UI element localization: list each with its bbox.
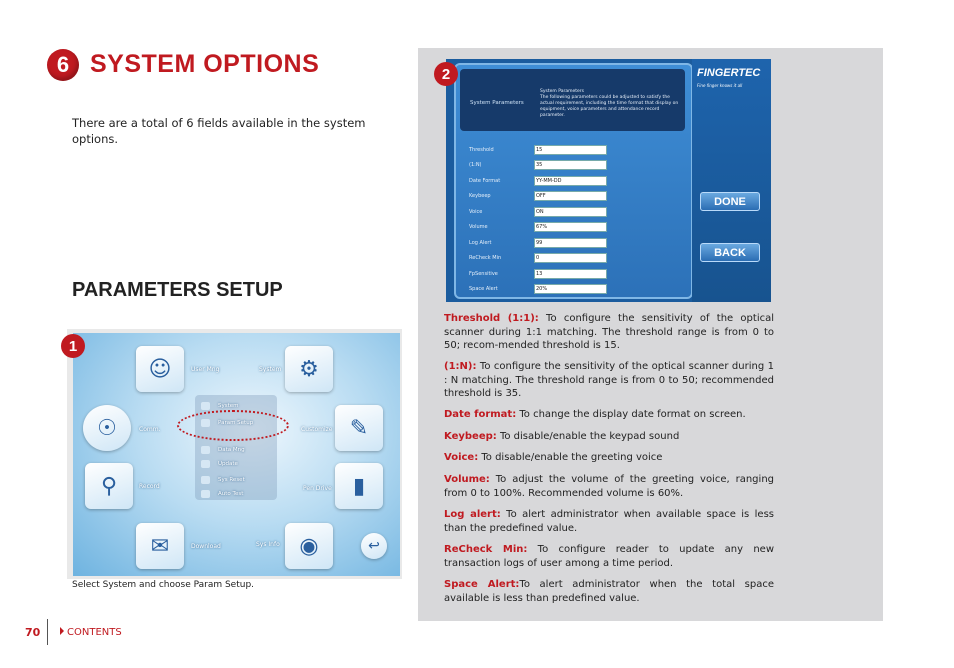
param-label: Log Alert <box>469 240 492 246</box>
submenu-item: Data Mng <box>218 447 245 453</box>
main-menu-screenshot <box>73 333 400 576</box>
icon-label: User Mng <box>191 366 220 373</box>
brand-logo: FINGERTEC <box>697 67 761 79</box>
desc-text: To configure reader to update any new transaction logs of user among a time period. <box>444 544 774 569</box>
desc-volume <box>444 473 774 500</box>
desc-term: (1:N): <box>444 361 477 372</box>
param-field[interactable]: 99 <box>534 238 607 248</box>
desc-text: To disable/enable the greeting voice <box>478 452 663 463</box>
page-number: 70 <box>25 626 41 639</box>
param-field[interactable]: 13 <box>534 269 607 279</box>
system-parameters-screenshot <box>446 59 771 302</box>
desc-term: Date format: <box>444 409 517 420</box>
parameters-setup-heading: PARAMETERS SETUP <box>72 279 283 301</box>
figure1-caption: Select System and choose Param Setup. <box>72 580 255 590</box>
desc-text: To adjust the volume of the greeting voice, ranging from 0 to 100%. Recommended volume is 60%. <box>444 474 774 499</box>
desc-term: Space Alert: <box>444 579 520 590</box>
desc-text: To change the display date format on screen. <box>516 409 746 420</box>
icon-label: Comm. <box>139 426 161 433</box>
side-bar <box>692 59 771 302</box>
submenu-icon <box>201 490 210 498</box>
submenu-icon <box>201 476 210 484</box>
desc-log-alert <box>444 508 774 535</box>
desc-term: ReCheck Min: <box>444 544 528 555</box>
param-label: Date Format <box>469 178 501 184</box>
done-button[interactable]: DONE <box>700 192 760 211</box>
desc-term: Keybeep: <box>444 431 497 442</box>
desc-recheck-min <box>444 543 774 570</box>
back-button[interactable]: BACK <box>700 243 760 262</box>
desc-term: Threshold (1:1): <box>444 313 539 324</box>
desc-text: To disable/enable the keypad sound <box>496 431 680 442</box>
pen-drive-icon: ▮ <box>335 463 383 509</box>
desc-date-format <box>444 408 774 422</box>
param-label: FpSensitive <box>469 271 498 277</box>
download-icon: ✉ <box>136 523 184 569</box>
desc-term: Voice: <box>444 452 479 463</box>
submenu-item: Auto Test <box>218 491 244 497</box>
desc-1n <box>444 360 774 401</box>
submenu-item: Sys Reset <box>218 477 245 483</box>
desc-term: Volume: <box>444 474 490 485</box>
triangle-right-icon <box>60 627 64 635</box>
param-field[interactable]: YY-MM-DD <box>534 176 607 186</box>
desc-term: Log alert: <box>444 509 501 520</box>
record-icon: ⚲ <box>85 463 133 509</box>
param-field[interactable]: 20% <box>534 284 607 294</box>
dialog-note-text: The following parameters could be adjusted to satisfy the actual requirement, including the time format that display on equipment, voice parameters and attendance record parameter. <box>540 95 679 118</box>
dialog-header <box>460 69 685 131</box>
user-mng-icon: ☺ <box>136 346 184 392</box>
system-icon: ⚙ <box>285 346 333 392</box>
param-field[interactable]: 15 <box>534 145 607 155</box>
submenu-item: Update <box>218 461 238 467</box>
param-label: ReCheck Min <box>469 255 502 261</box>
param-label: Threshold <box>469 147 494 153</box>
desc-keybeep <box>444 430 774 444</box>
page-title: SYSTEM OPTIONS <box>90 50 320 78</box>
param-field[interactable]: OFF <box>534 191 607 201</box>
submenu-icon <box>201 446 210 454</box>
icon-label: Download <box>191 543 221 550</box>
figure1-badge: 1 <box>61 334 85 358</box>
highlight-ellipse <box>177 410 289 441</box>
desc-text: To configure the sensitivity of the optical scanner during 1:1 matching. The threshold range is from 0 to 50; recom-mended threshold is 15. <box>444 313 775 351</box>
desc-threshold <box>444 312 774 353</box>
desc-voice <box>444 451 774 465</box>
param-field[interactable]: 0 <box>534 253 607 263</box>
contents-label: CONTENTS <box>67 627 122 638</box>
param-field[interactable]: ON <box>534 207 607 217</box>
dialog-note-title: System Parameters <box>540 89 584 94</box>
desc-space-alert <box>444 578 774 605</box>
icon-label: System <box>259 366 282 373</box>
back-arrow-icon: ↩ <box>361 533 387 559</box>
intro-paragraph: There are a total of 6 fields available in the system options. <box>72 116 366 146</box>
param-label: (1:N) <box>469 162 482 168</box>
dialog-note <box>540 89 682 119</box>
desc-text: To alert administrator when available space is less than the predefined value. <box>444 509 775 534</box>
submenu-item-param-setup: Param Setup <box>218 420 254 426</box>
icon-label: Pen Drive <box>303 485 332 492</box>
submenu-item: System <box>218 403 239 409</box>
param-field[interactable]: 67% <box>534 222 607 232</box>
param-label: Voice <box>469 209 483 215</box>
desc-text: To alert administrator when the total space available is less than predefined value. <box>444 579 774 604</box>
param-label: Keybeep <box>469 193 491 199</box>
comm-icon: ☉ <box>83 405 131 451</box>
brand-tagline: Fine finger knows it all <box>697 83 743 88</box>
param-field[interactable]: 35 <box>534 160 607 170</box>
param-label: Space Alert <box>469 286 498 292</box>
figure2-badge: 2 <box>434 62 458 86</box>
icon-label: Customize <box>301 426 333 433</box>
sys-info-icon: ◉ <box>285 523 333 569</box>
footer-divider <box>47 619 48 645</box>
desc-text: To configure the sensitivity of the optical scanner during 1 : N matching. The threshold range is from 0 to 50; recommended threshold is 35. <box>444 361 774 399</box>
dialog-title: System Parameters <box>470 100 524 106</box>
section-number-badge: 6 <box>47 49 79 81</box>
contents-link[interactable] <box>60 627 122 638</box>
icon-label: Sys Info <box>256 541 280 548</box>
submenu-icon <box>201 402 210 410</box>
icon-label: Record <box>139 483 160 490</box>
param-label: Volume <box>469 224 488 230</box>
submenu-icon <box>201 460 210 468</box>
parameters-dialog <box>454 63 693 299</box>
customize-icon: ✎ <box>335 405 383 451</box>
